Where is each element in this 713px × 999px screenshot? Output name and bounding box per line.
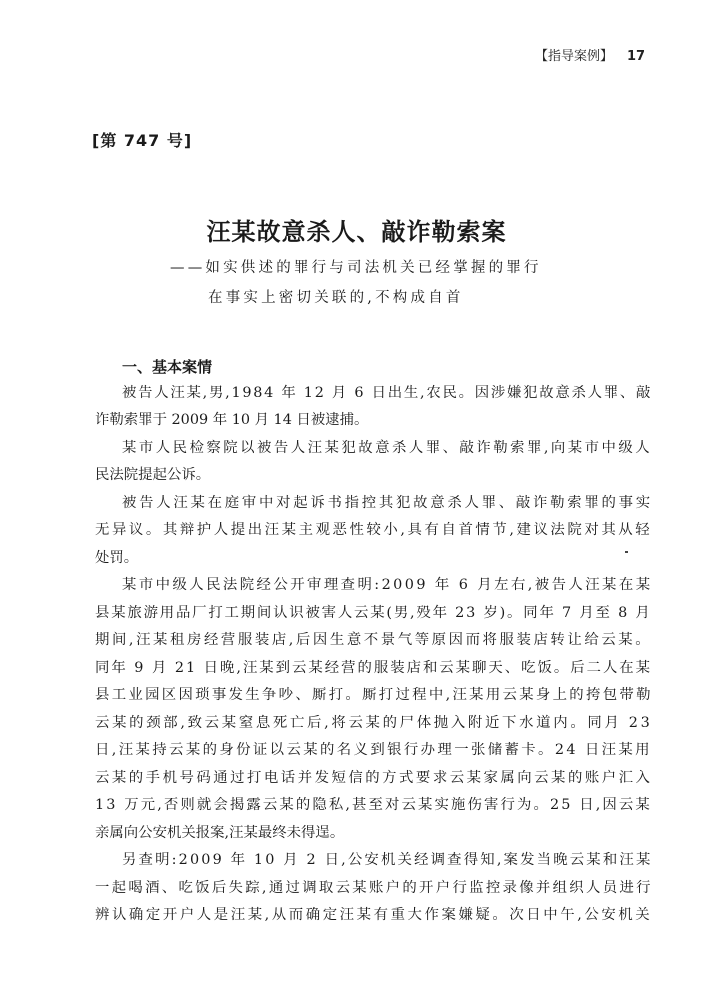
body-line: 13 万元,否则就会揭露云某的隐私,甚至对云某实施伤害行为。25 日,因云某: [95, 797, 652, 813]
case-title: 汪某故意杀人、敲诈勒索案: [206, 217, 507, 246]
body-line: 县某旅游用品厂打工期间认识被害人云某(男,殁年 23 岁)。同年 7 月至 8 月: [95, 605, 652, 621]
scan-speck: [625, 551, 628, 553]
body-line: 处罚。: [95, 550, 139, 566]
section-label: 【指导案例】: [535, 49, 614, 64]
body-line: 一起喝酒、吃饭后失踪,通过调取云某账户的开户行监控录像并组织人员进行: [95, 880, 653, 896]
running-header: [535, 45, 645, 64]
body-line: 云某的颈部,致云某窒息死亡后,将云某的尸体抛入附近下水道内。同月 23: [95, 715, 653, 731]
body-line: 某市中级人民法院经公开审理查明:2009 年 6 月左右,被告人汪某在某: [122, 577, 653, 593]
body-line: 被告人汪某在庭审中对起诉书指控其犯故意杀人罪、敲诈勒索罪的事实: [122, 495, 653, 511]
body-line: 民法院提起公诉。: [95, 467, 211, 483]
body-line: 辨认确定开户人是汪某,从而确定汪某有重大作案嫌疑。次日中午,公安机关: [95, 907, 653, 923]
section-heading: 一、基本案情: [122, 358, 213, 376]
body-line: 亲属向公安机关报案,汪某最终未得逞。: [95, 825, 345, 841]
subtitle-line-2: 在事实上密切关联的,不构成自首: [208, 290, 464, 306]
body-line: 诈勒索罪于 2009 年 10 月 14 日被逮捕。: [95, 412, 369, 428]
subtitle-line-1: ——如实供述的罪行与司法机关已经掌握的罪行: [170, 260, 542, 276]
body-line: 另查明:2009 年 10 月 2 日,公安机关经调查得知,案发当晚云某和汪某: [122, 852, 653, 868]
body-line: 同年 9 月 21 日晚,汪某到云某经营的服装店和云某聊天、吃饭。后二人在某: [95, 660, 653, 676]
body-line: 云某的手机号码通过打电话并发短信的方式要求云某家属向云某的账户汇入: [95, 770, 653, 786]
body-line: 期间,汪某租房经营服装店,后因生意不景气等原因而将服装店转让给云某。: [95, 632, 653, 648]
case-number: [第 747 号]: [92, 131, 193, 150]
body-line: 日,汪某持云某的身份证以云某的名义到银行办理一张储蓄卡。24 日汪某用: [95, 742, 652, 758]
body-line: 无异议。其辩护人提出汪某主观恶性较小,具有自首情节,建议法院对其从轻: [95, 522, 653, 538]
body-line: 某市人民检察院以被告人汪某犯故意杀人罪、敲诈勒索罪,向某市中级人: [122, 440, 653, 456]
page-number: 17: [627, 49, 646, 64]
body-line: 被告人汪某,男,1984 年 12 月 6 日出生,农民。因涉嫌犯故意杀人罪、敲: [122, 385, 653, 401]
body-line: 县工业园区因琐事发生争吵、厮打。厮打过程中,汪某用云某身上的挎包带勒: [95, 687, 653, 703]
